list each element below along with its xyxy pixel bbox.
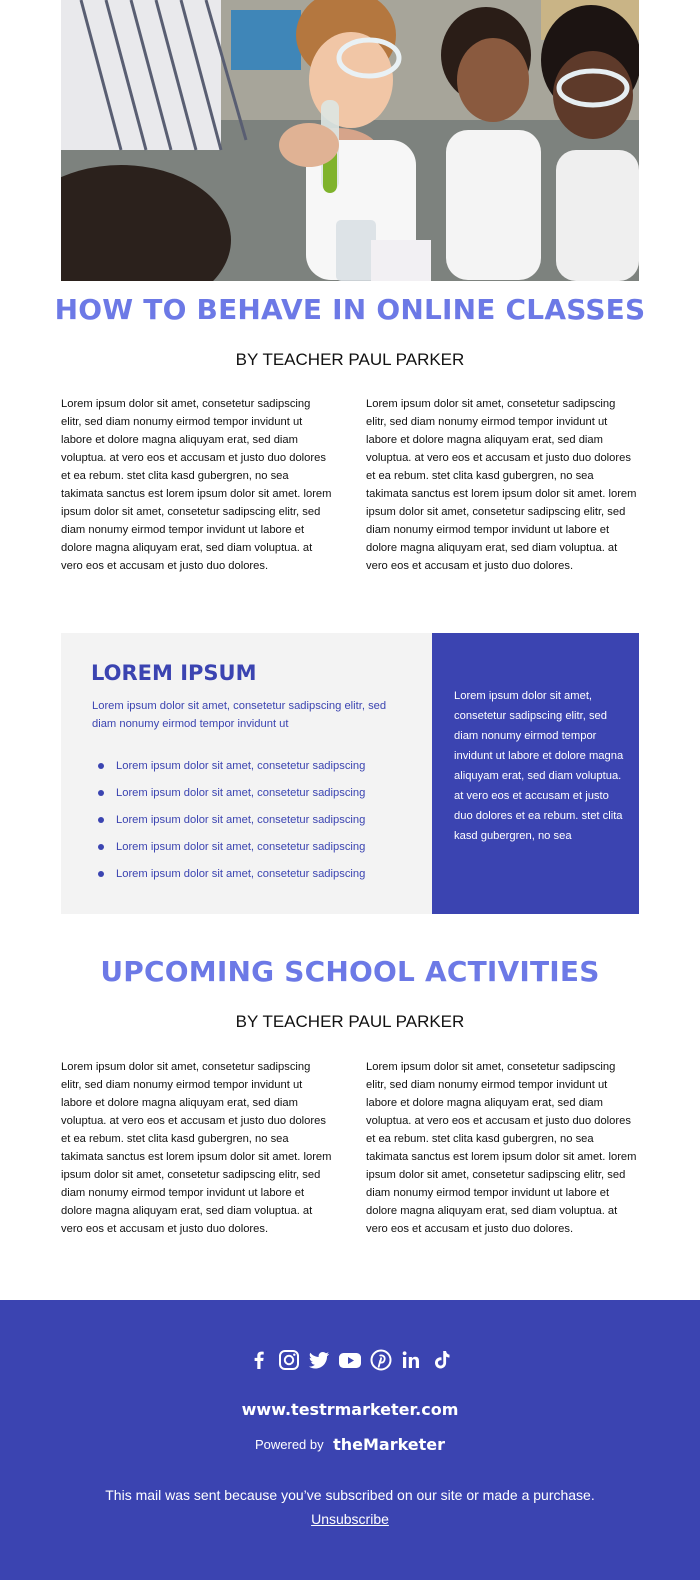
article-byline: BY TEACHER PAUL PARKER xyxy=(235,350,465,369)
website-link[interactable]: www.testrmarketer.com xyxy=(241,1400,459,1419)
feature-intro: Lorem ipsum dolor sit amet, consetetur sadipscing elitr, sed diam nonumy eirmod tempor invidunt ut xyxy=(92,700,387,730)
hero-photo-illustration xyxy=(61,0,639,281)
article-byline: BY TEACHER PAUL PARKER xyxy=(235,1012,465,1031)
unsubscribe-wrapper xyxy=(0,1511,700,1527)
unsubscribe-link[interactable]: Unsubscribe xyxy=(311,1511,389,1527)
bullet-icon xyxy=(98,763,104,769)
feature-bullet-list xyxy=(97,757,365,892)
hero-image xyxy=(61,0,639,281)
powered-by xyxy=(0,1435,700,1454)
feature-heading: LOREM IPSUM xyxy=(91,661,257,685)
subscription-notice: This mail was sent because you’ve subscribed on our site or made a purchase. xyxy=(105,1487,595,1503)
list-item xyxy=(97,757,365,784)
article-column-right: Lorem ipsum dolor sit amet, consetetur sadipscing elitr, sed diam nonumy eirmod tempor invidunt ut labore et dolore magna aliquyam erat, sed diam voluptua. at vero eos et accusam et justo duo dolores et ea rebum. stet clita kasd gubergren, no sea takimata sanctus est lorem ipsum dolor sit amet. lorem ipsum dolor sit amet, consetetur sadipscing elitr, sed diam nonumy eirmod tempor invidunt ut labore et dolore magna aliquyam erat, sed diam voluptua. at vero eos et accusam et justo duo dolores. xyxy=(366,1061,637,1235)
list-item-label: Lorem ipsum dolor sit amet, consetetur sadipscing xyxy=(116,841,366,853)
footer xyxy=(0,1300,700,1580)
article-column-right: Lorem ipsum dolor sit amet, consetetur sadipscing elitr, sed diam nonumy eirmod tempor invidunt ut labore et dolore magna aliquyam erat, sed diam voluptua. at vero eos et accusam et justo duo dolores et ea rebum. stet clita kasd gubergren, no sea takimata sanctus est lorem ipsum dolor sit amet. lorem ipsum dolor sit amet, consetetur sadipscing elitr, sed diam nonumy eirmod tempor invidunt ut labore et dolore magna aliquyam erat, sed diam voluptua. at vero eos et accusam et justo duo dolores. xyxy=(366,398,637,572)
feature-side-panel xyxy=(432,633,639,914)
feature-panel xyxy=(61,633,432,914)
list-item-label: Lorem ipsum dolor sit amet, consetetur sadipscing xyxy=(116,868,366,880)
tiktok-icon[interactable] xyxy=(429,1348,453,1372)
feature-side-text: Lorem ipsum dolor sit amet, consetetur sadipscing elitr, sed diam nonumy eirmod tempor invidunt ut labore et dolore magna aliquyam erat, sed diam voluptua. at vero eos et accusam et justo duo dolores et ea rebum. stet clita kasd gubergren, no sea xyxy=(454,690,624,842)
list-item-label: Lorem ipsum dolor sit amet, consetetur sadipscing xyxy=(116,787,366,799)
linkedin-icon[interactable] xyxy=(399,1348,423,1372)
article-title: UPCOMING SCHOOL ACTIVITIES xyxy=(100,955,600,988)
twitter-icon[interactable] xyxy=(307,1348,331,1372)
list-item xyxy=(97,838,365,865)
social-links xyxy=(0,1348,700,1372)
youtube-icon[interactable] xyxy=(337,1348,363,1372)
list-item-label: Lorem ipsum dolor sit amet, consetetur sadipscing xyxy=(116,814,366,826)
list-item xyxy=(97,784,365,811)
brand-logo[interactable]: theMarketer xyxy=(333,1435,446,1454)
list-item xyxy=(97,865,365,892)
bullet-icon xyxy=(98,790,104,796)
instagram-icon[interactable] xyxy=(277,1348,301,1372)
pinterest-icon[interactable] xyxy=(369,1348,393,1372)
list-item-label: Lorem ipsum dolor sit amet, consetetur sadipscing xyxy=(116,760,366,772)
powered-by-label: Powered by xyxy=(254,1437,324,1452)
article-column-left: Lorem ipsum dolor sit amet, consetetur sadipscing elitr, sed diam nonumy eirmod tempor invidunt ut labore et dolore magna aliquyam erat, sed diam voluptua. at vero eos et accusam et justo duo dolores et ea rebum. stet clita kasd gubergren, no sea takimata sanctus est lorem ipsum dolor sit amet. lorem ipsum dolor sit amet, consetetur sadipscing elitr, sed diam nonumy eirmod tempor invidunt ut labore et dolore magna aliquyam erat, sed diam voluptua. at vero eos et accusam et justo duo dolores. xyxy=(61,398,332,572)
facebook-icon[interactable] xyxy=(247,1348,271,1372)
bullet-icon xyxy=(98,817,104,823)
list-item xyxy=(97,811,365,838)
article-column-left: Lorem ipsum dolor sit amet, consetetur sadipscing elitr, sed diam nonumy eirmod tempor invidunt ut labore et dolore magna aliquyam erat, sed diam voluptua. at vero eos et accusam et justo duo dolores et ea rebum. stet clita kasd gubergren, no sea takimata sanctus est lorem ipsum dolor sit amet. lorem ipsum dolor sit amet, consetetur sadipscing elitr, sed diam nonumy eirmod tempor invidunt ut labore et dolore magna aliquyam erat, sed diam voluptua. at vero eos et accusam et justo duo dolores. xyxy=(61,1061,332,1235)
article-title: HOW TO BEHAVE IN ONLINE CLASSES xyxy=(54,293,646,326)
bullet-icon xyxy=(98,871,104,877)
bullet-icon xyxy=(98,844,104,850)
